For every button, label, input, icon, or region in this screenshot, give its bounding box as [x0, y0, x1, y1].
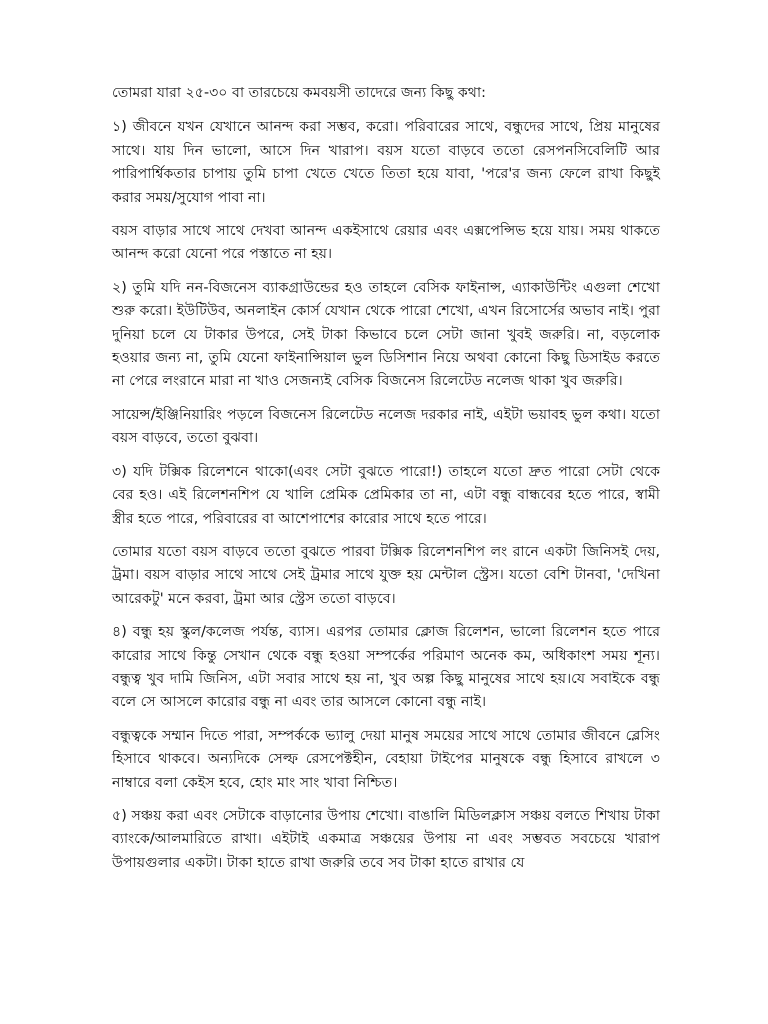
- document-page: [112, 82, 660, 885]
- paragraph-7: ৪) বন্ধু হয় স্কুল/কলেজ পর্যন্ত, ব্যাস। এরপর তোমার ক্লোজ রিলেশন, ভালো রিলেশন হতে পারে কারোর সাথে কিন্তু সেখান থেকে বন্ধু হওয়া সম্পর্কের পরিমাণ অনেক কম, অধিকাংশ সময় শূন্য। বন্ধুত্ব খুব দামি জিনিস, এটা সবার সাথে হয় না, খুব অল্প কিছু মানুষের সাথে হয়।যে সবাইকে বন্ধু বলে সে আসলে কারোর বন্ধু না এবং তার আসলে কোনো বন্ধু নাই।: [112, 624, 660, 711]
- paragraph-6: তোমার যতো বয়স বাড়বে ততো বুঝতে পারবা টক্সিক রিলেশনশিপ লং রানে একটা জিনিসই দেয়, ট্রমা। বয়স বাড়ার সাথে সাথে সেই ট্রমার সাথে যুক্ত হয় মেন্টাল স্ট্রেস। যতো বেশি টানবা, 'দেখিনা আরেকটু' মনে করবা, ট্রমা আর স্ট্রেস ততো বাড়বে।: [112, 543, 660, 607]
- paragraph-5: ৩) যদি টক্সিক রিলেশনে থাকো(এবং সেটা বুঝতে পারো!) তাহলে যতো দ্রুত পারো সেটা থেকে বের হও। এই রিলেশনশিপ যে খালি প্রেমিক প্রেমিকার তা না, এটা বন্ধু বান্ধবের হতে পারে, স্বামী স্ত্রীর হতে পারে, পরিবারের বা আশেপাশের কারোর সাথে হতে পারে।: [112, 463, 660, 527]
- paragraph-4: সায়েন্স/ইঞ্জিনিয়ারিং পড়লে বিজনেস রিলেটেড নলেজ দরকার নাই, এইটা ভয়াবহ ভুল কথা। যতো বয়স বাড়বে, ততো বুঝবা।: [112, 406, 660, 447]
- paragraph-8: বন্ধুত্বকে সম্মান দিতে পারা, সম্পর্ককে ভ্যালু দেয়া মানুষ সময়ের সাথে সাথে তোমার জীবনে ব্লেসিং হিসাবে থাকবে। অন্যদিকে সেল্ফ রেসপেক্টহীন, বেহায়া টাইপের মানুষকে বন্ধু হিসাবে রাখলে ৩ নাম্বারে বলা কেইস হবে, হোং মাং সাং খাবা নিশ্চিত।: [112, 727, 660, 791]
- paragraph-1: ১) জীবনে যখন যেখানে আনন্দ করা সম্ভব, করো। পরিবারের সাথে, বন্ধুদের সাথে, প্রিয় মানুষের সাথে। যায় দিন ভালো, আসে দিন খারাপ। বয়স যতো বাড়বে ততো রেসপনসিবেলিটি আর পারিপার্শ্বিকতার চাপায় তুমি চাপা খেতে খেতে তিতা হয়ে যাবা, 'পরে'র জন্য ফেলে রাখা কিছুই করার সময়/সুযোগ পাবা না।: [112, 119, 660, 206]
- paragraph-2: বয়স বাড়ার সাথে সাথে দেখবা আনন্দ একইসাথে রেয়ার এবং এক্সপেন্সিভ হয়ে যায়। সময় থাকতে আনন্দ করো যেনো পরে পস্তাতে না হয়।: [112, 223, 660, 263]
- paragraph-3: ২) তুমি যদি নন-বিজনেস ব্যাকগ্রাউন্ডের হও তাহলে বেসিক ফাইনান্স, এ্যাকাউন্টিং এগুলা শেখো শুরু করো। ইউটিউব, অনলাইন কোর্স যেখান থেকে পারো শেখো, এখন রিসোর্সের অভাব নাই। পুরা দুনিয়া চলে যে টাকার উপরে, সেই টাকা কিভাবে চলে সেটা জানা খুবই জরুরি। না, বড়লোক হওয়ার জন্য না, তুমি যেনো ফাইনান্সিয়াল ভুল ডিসিশান নিয়ে অথবা কোনো কিছু ডিসাইড করতে না পেরে লংরানে মারা না খাও সেজন্যই বেসিক বিজনেস রিলেটেড নলেজ থাকা খুব জরুরি।: [112, 279, 660, 390]
- paragraph-9: ৫) সঞ্চয় করা এবং সেটাকে বাড়ানোর উপায় শেখো। বাঙালি মিডিলক্লাস সঞ্চয় বলতে শিখায় টাকা ব্যাংকে/আলমারিতে রাখা। এইটাই একমাত্র সঞ্চয়ের উপায় না এবং সম্ভবত সবচেয়ে খারাপ উপায়গুলার একটা। টাকা হাতে রাখা জরুরি তবে সব টাকা হাতে রাখার যে: [112, 807, 660, 871]
- intro-line: তোমরা যারা ২৫-৩০ বা তারচেয়ে কমবয়সী তাদেরে জন্য কিছু কথা:: [112, 85, 486, 101]
